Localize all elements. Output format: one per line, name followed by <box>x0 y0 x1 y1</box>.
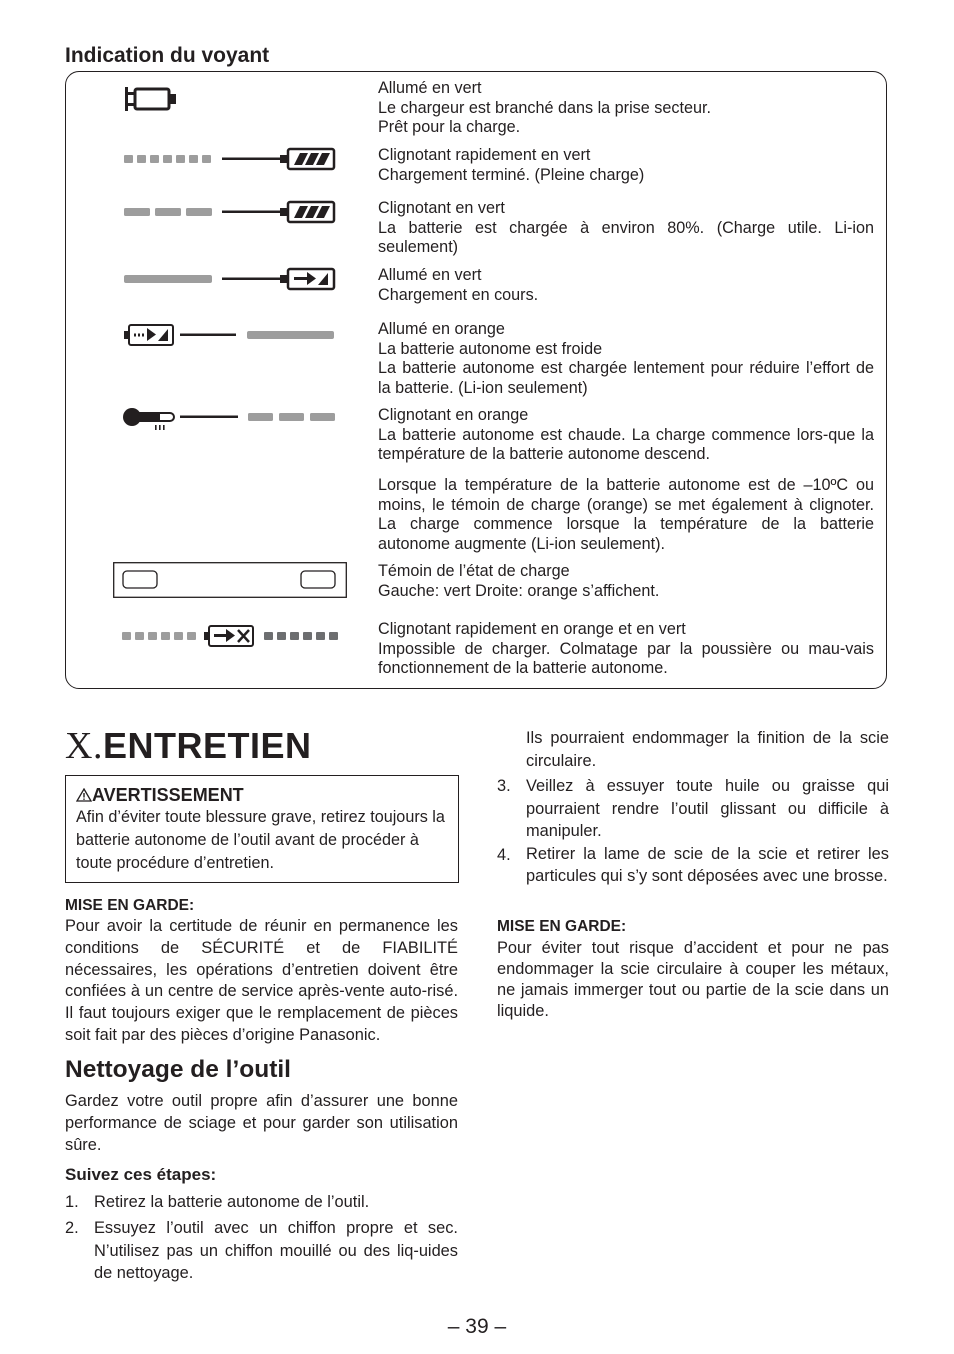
voyant-row-desc: Allumé en orange La batterie autonome est froide La batterie autonome est chargée lentement pour réduire l’effort de la batterie. (Li-ion seulement) <box>378 320 874 397</box>
battery-error-icon <box>120 623 342 649</box>
caution-label: MISE EN GARDE: <box>65 897 195 914</box>
caution-text: Pour avoir la certitude de réunir en permanence les conditions de SÉCURITÉ et de FIABILITÉ nécessaires, les opérations d’entretien doivent être confiées à un centre de service après-vente auto-risé. Il faut toujours exiger que le remplacement de pièces soit fait par des pièces d’origine Panasonic. <box>65 917 458 1044</box>
voyant-row-desc: Témoin de l’état de charge Gauche: vert Droite: orange s’affichent. <box>378 562 660 600</box>
steps-label: Suivez ces étapes: <box>65 1165 217 1184</box>
warning-title: AVERTISSEMENT <box>76 784 448 806</box>
battery-full-icon <box>122 199 338 225</box>
voyant-heading: Indication du voyant <box>65 44 270 67</box>
charge-status-lamps-icon <box>113 562 347 598</box>
section-title-text: ENTRETIEN <box>102 725 312 766</box>
warning-text: Afin d’éviter toute blessure grave, retirez toujours la batterie autonome de l’outil avant de procéder à toute procédure d’entretien. <box>76 808 445 872</box>
list-item: 2. Essuyez l’outil avec un chiffon propre et sec. N’utilisez pas un chiffon mouillé ou des liq-uides de nettoyage. <box>65 1219 458 1282</box>
voyant-row-desc: Clignotant rapidement en orange et en vert Impossible de charger. Colmatage par la poussière ou mau-vais fonctionnement de la batterie autonome. <box>378 620 874 677</box>
warning-box <box>65 775 459 883</box>
list-item: 1. Retirez la batterie autonome de l’outil. <box>65 1193 370 1211</box>
section-number: X. <box>65 725 103 767</box>
page-number: – 39 – <box>447 1315 507 1338</box>
thermometer-hot-icon <box>122 404 338 434</box>
voyant-row-desc: Clignotant en vert La batterie est chargée à environ 80%. (Charge utile. Li-ion seulement) <box>378 199 874 256</box>
list-item: Ils pourraient endommager la finition de la scie circulaire. <box>526 729 889 770</box>
cleaning-intro: Gardez votre outil propre afin d’assurer une bonne performance de sciage et pour garder son utilisation sûre. <box>65 1092 458 1154</box>
battery-charging-icon <box>122 266 338 292</box>
voyant-row-desc: Allumé en vert Le chargeur est branché dans la prise secteur. Prêt pour la charge. <box>378 79 711 136</box>
voyant-row-desc: Allumé en vert Chargement en cours. <box>378 266 539 304</box>
caution-text: Pour éviter tout risque d’accident et pour ne pas endommager la scie circulaire à couper les métaux, ne jamais immerger tout ou partie de la scie dans un liquide. <box>497 939 889 1020</box>
caution-label: MISE EN GARDE: <box>497 918 627 935</box>
cleaning-heading: Nettoyage de l’outil <box>65 1056 291 1083</box>
list-item: 3. Veillez à essuyer toute huile ou graisse qui pourraient rendre l’outil glissant ou difficile à manipuler. <box>497 777 889 840</box>
battery-cold-icon <box>122 322 338 348</box>
plug-icon <box>124 84 180 114</box>
section-title <box>65 724 311 768</box>
voyant-note: Lorsque la température de la batterie autonome est de –10ºC ou moins, le témoin de charge (orange) se met également à clignoter. La charge commence lorsque la température de la batterie autonome augmente (Li-ion seulement). <box>378 476 874 553</box>
voyant-row-desc: Clignotant en orange La batterie autonome est chaude. La charge commence lors-que la température de la batterie autonome descend. <box>378 406 874 463</box>
voyant-row-desc: Clignotant rapidement en vert Chargement terminé. (Pleine charge) <box>378 146 645 184</box>
warning-triangle-icon <box>76 788 92 802</box>
list-item: 4. Retirer la lame de scie de la scie et retirer les particules qui s’y sont déposées avec une brosse. <box>497 845 889 885</box>
battery-full-icon <box>122 146 338 172</box>
